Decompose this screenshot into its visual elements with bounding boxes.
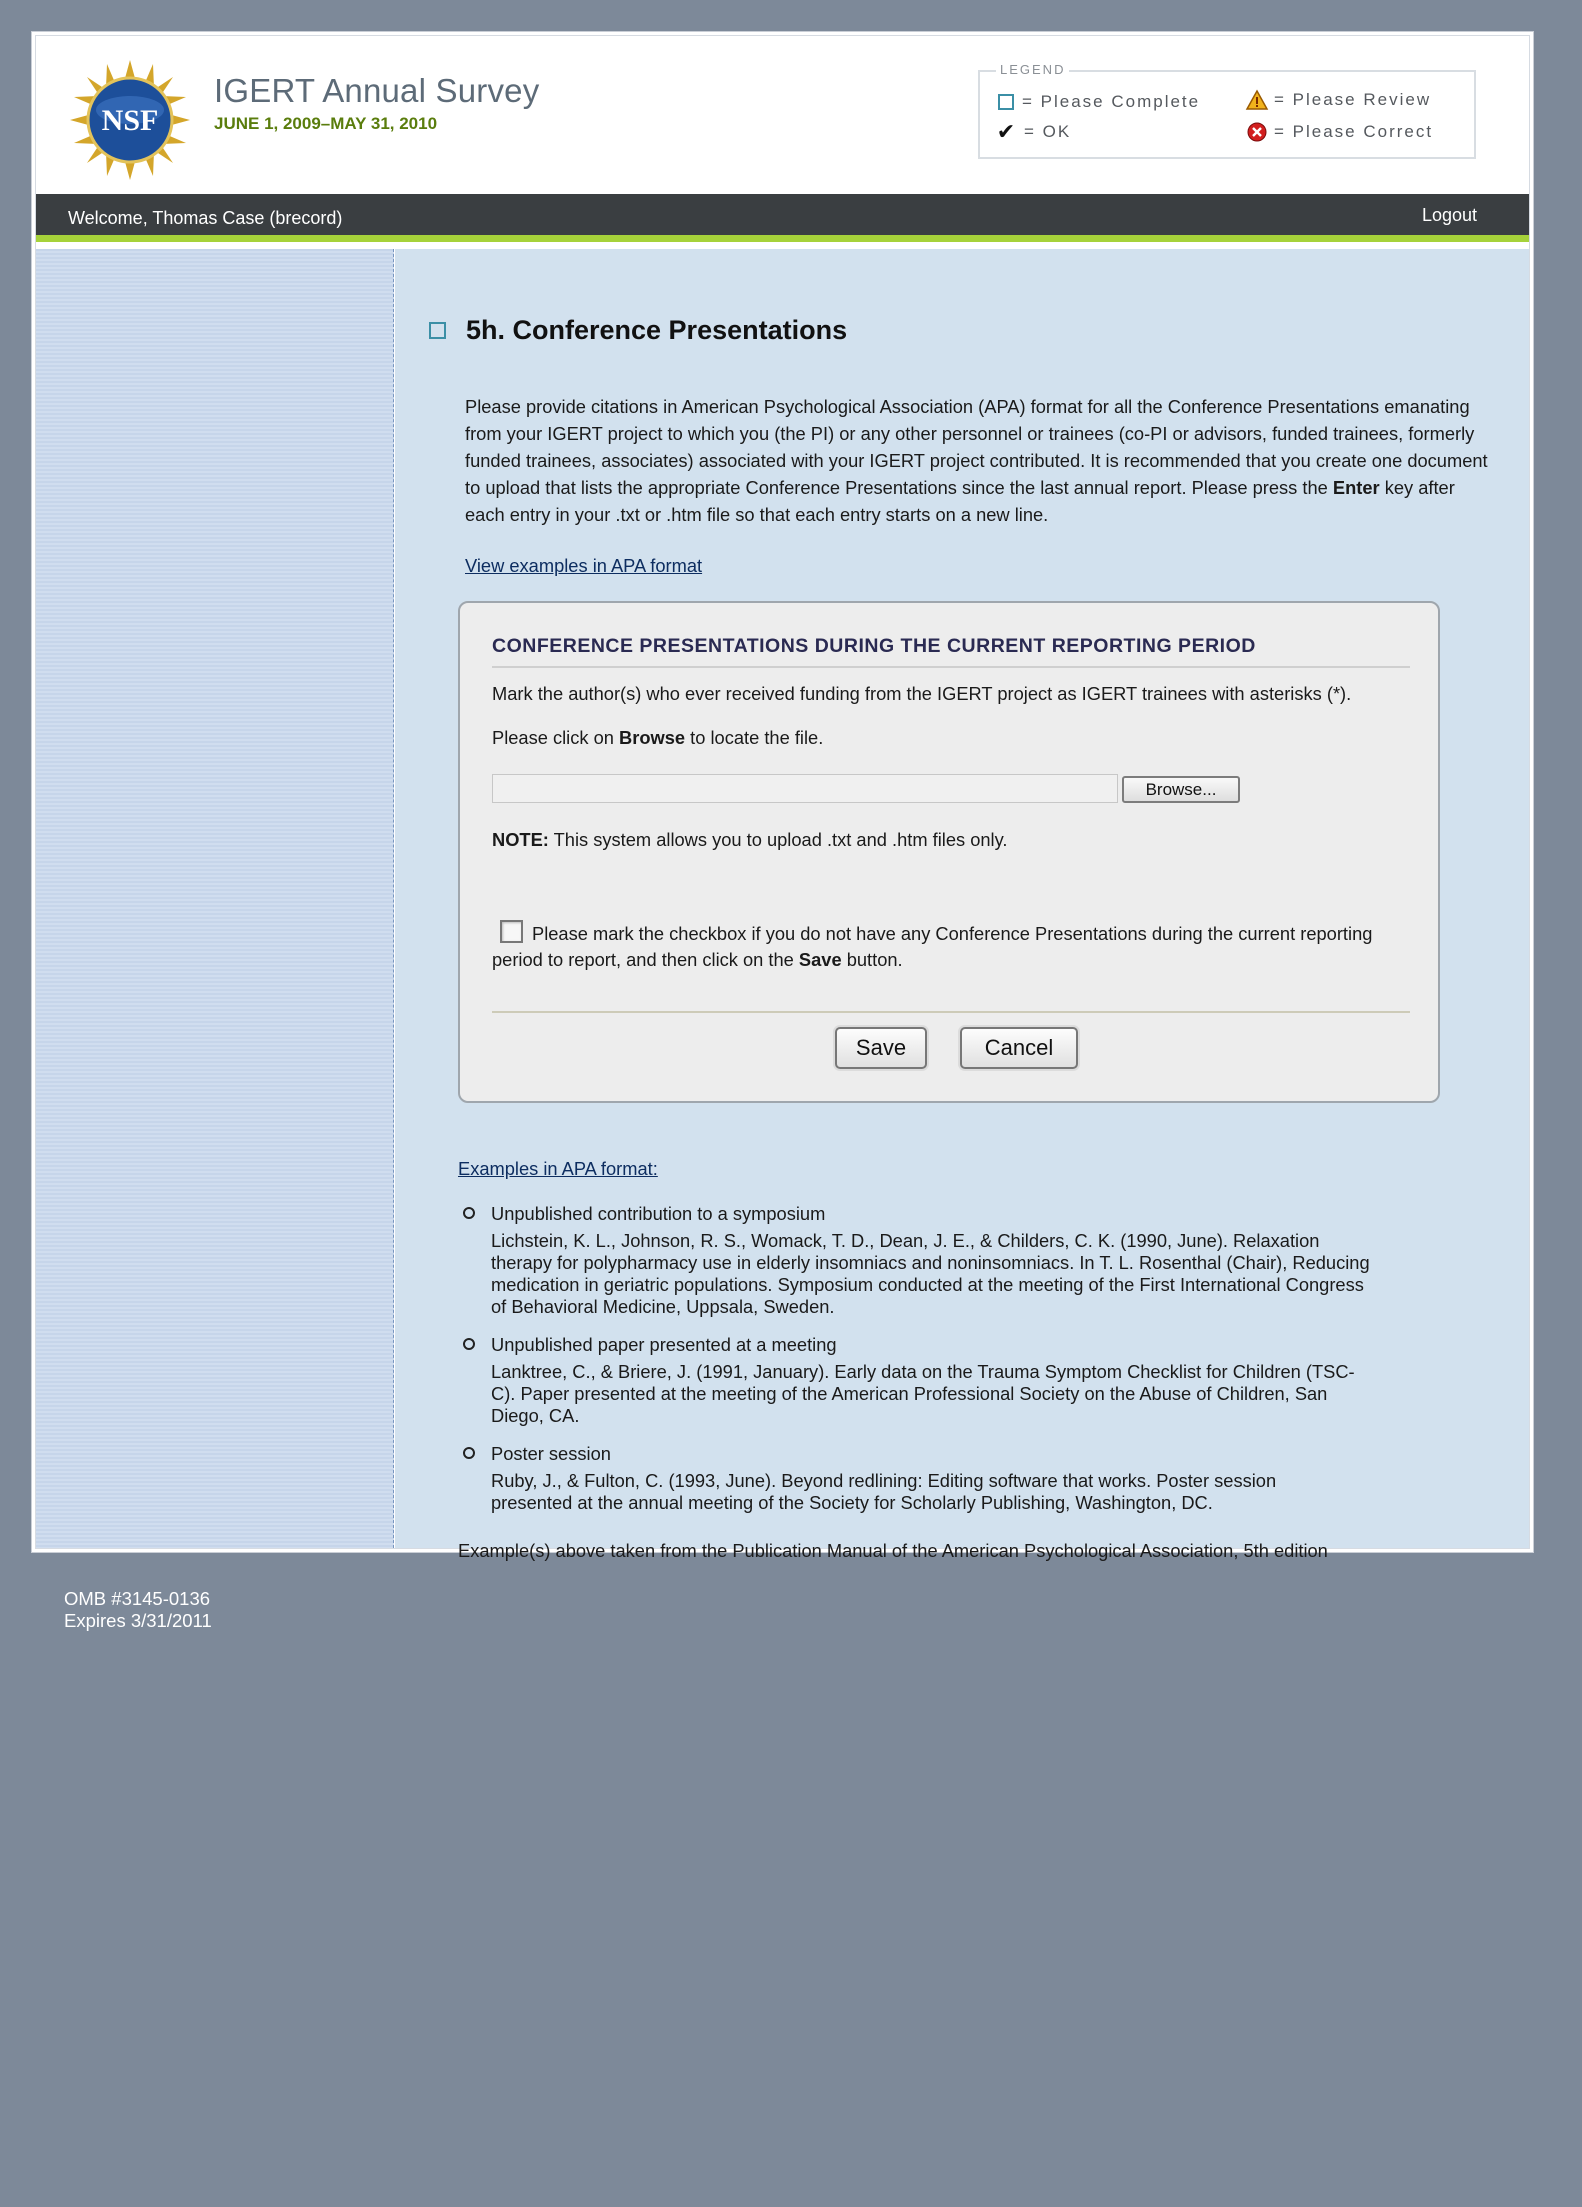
file-path-input[interactable]	[492, 774, 1118, 803]
welcome-message: Welcome, Thomas Case (brecord)	[68, 208, 343, 228]
file-type-note: NOTE: This system allows you to upload .txt and .htm files only.	[492, 829, 1008, 850]
page-title: 5h. Conference Presentations	[466, 315, 848, 345]
svg-text:NSF: NSF	[101, 104, 159, 137]
top-navbar	[36, 194, 1529, 242]
list-item	[463, 1334, 1413, 1427]
logout-link[interactable]: Logout	[1421, 205, 1477, 225]
legend-title: LEGEND	[996, 62, 1069, 77]
panel-divider	[492, 1011, 1410, 1013]
browse-button[interactable]: Browse...	[1122, 776, 1240, 803]
save-button[interactable]: Save	[835, 1027, 927, 1069]
list-item	[463, 1443, 1413, 1514]
example-citation: Ruby, J., & Fulton, C. (1993, June). Beyond redlining: Editing software that works. Poster session presented at the annual meeting of the Society for Scholarly Publishing, Washington, DC.	[491, 1470, 1277, 1513]
legend-ok: ✔ = OK	[996, 119, 1072, 144]
footer	[64, 1588, 212, 1632]
site-title: IGERT Annual Survey	[214, 72, 540, 109]
checkmark-icon: ✔	[996, 119, 1018, 144]
main-content	[395, 249, 1529, 1561]
panel-title: CONFERENCE PRESENTATIONS DURING THE CURRENT REPORTING PERIOD	[492, 635, 1410, 668]
nsf-logo	[68, 58, 192, 182]
example-citation: Lanktree, C., & Briere, J. (1991, January). Early data on the Trauma Symptom Checklist for Children (TSC-C). Paper presented at the meeting of the American Professional Society on the Abuse of Children, San Diego, CA.	[491, 1361, 1355, 1426]
cancel-button[interactable]: Cancel	[960, 1027, 1078, 1069]
page-frame	[31, 31, 1534, 1561]
sidebar	[36, 249, 394, 1548]
legend	[978, 62, 1476, 159]
section-heading	[429, 315, 847, 346]
warning-triangle-icon	[1248, 91, 1266, 109]
example-heading: Unpublished paper presented at a meeting	[491, 1334, 837, 1355]
checkbox-label: Please mark the checkbox if you do not have any Conference Presentations during the current reporting period to report, and then click on the Save button.	[492, 923, 1373, 970]
error-x-icon	[1248, 123, 1266, 141]
browse-instruction: Please click on Browse to locate the file.	[492, 727, 824, 748]
example-heading: Unpublished contribution to a symposium	[491, 1203, 826, 1224]
incomplete-square-icon	[998, 94, 1014, 110]
upload-panel	[458, 601, 1440, 1103]
header	[36, 36, 1529, 194]
asterisk-instruction: Mark the author(s) who ever received funding from the IGERT project as IGERT trainees with asterisks (*).	[492, 683, 1352, 704]
legend-please-correct: = Please Correct	[1248, 122, 1433, 142]
circle-bullet-icon	[463, 1338, 475, 1350]
circle-bullet-icon	[463, 1207, 475, 1219]
circle-bullet-icon	[463, 1447, 475, 1459]
instructions-paragraph: Please provide citations in American Psychological Association (APA) format for all the Conference Presentations emanating from your IGERT project to which you (the PI) or any other personnel or trainees (co-PI or advisors, funded trainees, formerly funded trainees, associates) associated with your IGERT project contributed. It is recommended that you create one document to upload that lists the appropriate Conference Presentations since the last annual report. Please press the Enter key after each entry in your .txt or .htm file so that each entry starts on a new line.	[465, 396, 1488, 525]
omb-number: OMB #3145-0136	[64, 1588, 211, 1609]
apa-examples-list	[463, 1203, 1413, 1530]
view-examples-link[interactable]: View examples in APA format	[465, 555, 703, 576]
examples-anchor-link[interactable]: Examples in APA format:	[458, 1158, 658, 1179]
example-citation: Lichstein, K. L., Johnson, R. S., Womack, T. D., Dean, J. E., & Childers, C. K. (1990, June). Relaxation therapy for polypharmacy use in elderly insomniacs and noninsomniacs. In T. L. Rosenthal (Chair), Reducing medication in geriatric populations. Symposium conducted at the meeting of the First International Congress of Behavioral Medicine, Uppsala, Sweden.	[491, 1230, 1370, 1317]
examples-source-note: Example(s) above taken from the Publication Manual of the American Psychological Association, 5th edition	[458, 1540, 1328, 1561]
example-heading: Poster session	[491, 1443, 611, 1464]
survey-dates: JUNE 1, 2009–MAY 31, 2010	[214, 114, 438, 133]
expiration-date: Expires 3/31/2011	[64, 1610, 212, 1631]
page-inner	[35, 35, 1530, 1561]
list-item	[463, 1203, 1413, 1318]
incomplete-square-icon	[429, 322, 446, 339]
legend-please-complete: = Please Complete	[998, 92, 1200, 112]
legend-please-review: = Please Review	[1248, 90, 1431, 110]
